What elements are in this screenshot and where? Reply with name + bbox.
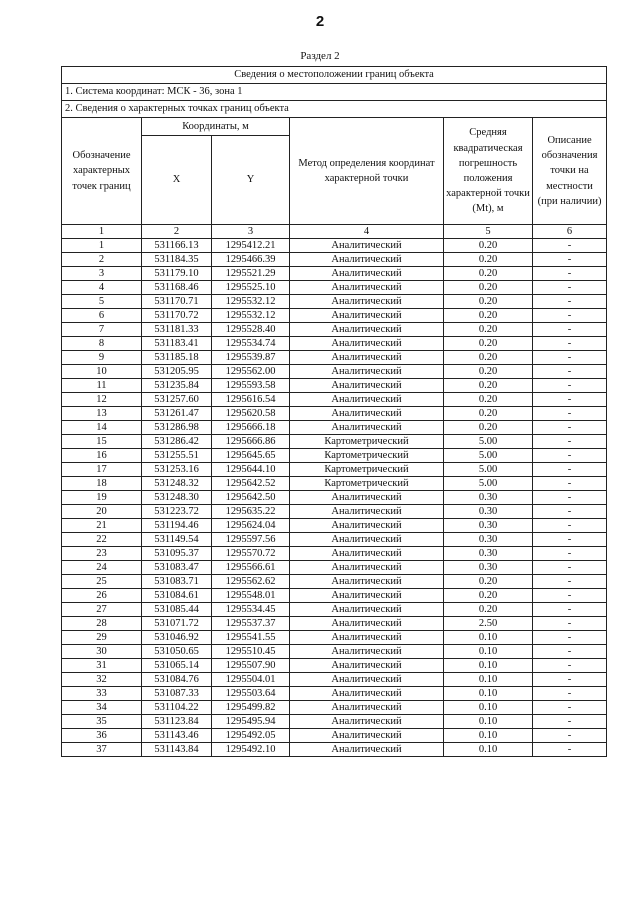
method-cell: Аналитический — [290, 673, 444, 687]
method-cell: Аналитический — [290, 421, 444, 435]
section-title: Раздел 2 — [300, 50, 340, 62]
coord-y-cell: 1295528.40 — [212, 323, 290, 337]
coord-x-cell: 531194.46 — [142, 519, 212, 533]
coord-x-cell: 531170.72 — [142, 309, 212, 323]
method-cell: Картометрический — [290, 435, 444, 449]
header-error: Средняя квадратическая погрешность положения характерной точки (Mt), м — [444, 118, 533, 225]
error-mt-cell: 0.20 — [444, 253, 533, 267]
description-cell: - — [533, 491, 607, 505]
point-number-cell: 21 — [62, 519, 142, 533]
coord-y-cell: 1295562.00 — [212, 365, 290, 379]
point-number-cell: 17 — [62, 463, 142, 477]
description-cell: - — [533, 561, 607, 575]
error-mt-cell: 0.20 — [444, 281, 533, 295]
header-coordinates: Координаты, м — [142, 118, 290, 136]
method-cell: Аналитический — [290, 365, 444, 379]
table-row — [62, 393, 607, 407]
method-cell: Аналитический — [290, 603, 444, 617]
coord-x-cell: 531104.22 — [142, 701, 212, 715]
coord-y-cell: 1295499.82 — [212, 701, 290, 715]
coord-x-cell: 531286.42 — [142, 435, 212, 449]
table-body — [62, 239, 607, 757]
point-number-cell: 32 — [62, 673, 142, 687]
coord-y-cell: 1295534.74 — [212, 337, 290, 351]
method-cell: Аналитический — [290, 687, 444, 701]
table-row — [62, 323, 607, 337]
column-number: 3 — [212, 225, 290, 239]
column-number: 4 — [290, 225, 444, 239]
table-row — [62, 379, 607, 393]
error-mt-cell: 0.20 — [444, 239, 533, 253]
description-cell: - — [533, 393, 607, 407]
description-cell: - — [533, 421, 607, 435]
description-cell: - — [533, 477, 607, 491]
coord-y-cell: 1295624.04 — [212, 519, 290, 533]
description-cell: - — [533, 323, 607, 337]
method-cell: Аналитический — [290, 547, 444, 561]
point-number-cell: 30 — [62, 645, 142, 659]
method-cell: Аналитический — [290, 295, 444, 309]
method-cell: Аналитический — [290, 617, 444, 631]
method-cell: Аналитический — [290, 323, 444, 337]
description-cell: - — [533, 295, 607, 309]
coord-x-cell: 531235.84 — [142, 379, 212, 393]
coord-y-cell: 1295620.58 — [212, 407, 290, 421]
coord-y-cell: 1295645.65 — [212, 449, 290, 463]
header-x: X — [142, 136, 212, 225]
coord-x-cell: 531071.72 — [142, 617, 212, 631]
description-cell: - — [533, 505, 607, 519]
coord-y-cell: 1295541.55 — [212, 631, 290, 645]
description-cell: - — [533, 631, 607, 645]
coord-x-cell: 531166.13 — [142, 239, 212, 253]
method-cell: Аналитический — [290, 407, 444, 421]
point-number-cell: 27 — [62, 603, 142, 617]
method-cell: Картометрический — [290, 449, 444, 463]
column-number: 6 — [533, 225, 607, 239]
method-cell: Аналитический — [290, 253, 444, 267]
coord-y-cell: 1295537.37 — [212, 617, 290, 631]
coord-y-cell: 1295548.01 — [212, 589, 290, 603]
error-mt-cell: 0.30 — [444, 561, 533, 575]
point-number-cell: 20 — [62, 505, 142, 519]
error-mt-cell: 0.30 — [444, 533, 533, 547]
table-row — [62, 533, 607, 547]
point-number-cell: 11 — [62, 379, 142, 393]
table-row — [62, 575, 607, 589]
description-cell: - — [533, 673, 607, 687]
table-row — [62, 477, 607, 491]
description-cell: - — [533, 253, 607, 267]
method-cell: Аналитический — [290, 309, 444, 323]
coord-x-cell: 531084.76 — [142, 673, 212, 687]
error-mt-cell: 0.20 — [444, 351, 533, 365]
description-cell: - — [533, 463, 607, 477]
error-mt-cell: 0.20 — [444, 323, 533, 337]
error-mt-cell: 5.00 — [444, 435, 533, 449]
table-row — [62, 239, 607, 253]
table-row — [62, 519, 607, 533]
method-cell: Аналитический — [290, 659, 444, 673]
coord-y-cell: 1295616.54 — [212, 393, 290, 407]
coord-x-cell: 531257.60 — [142, 393, 212, 407]
error-mt-cell: 0.20 — [444, 309, 533, 323]
coord-x-cell: 531084.61 — [142, 589, 212, 603]
error-mt-cell: 0.10 — [444, 645, 533, 659]
coord-x-cell: 531143.84 — [142, 743, 212, 757]
method-cell: Аналитический — [290, 267, 444, 281]
table-row — [62, 351, 607, 365]
method-cell: Аналитический — [290, 589, 444, 603]
coord-y-cell: 1295562.62 — [212, 575, 290, 589]
coord-x-cell: 531248.32 — [142, 477, 212, 491]
coord-y-cell: 1295642.50 — [212, 491, 290, 505]
coord-x-cell: 531179.10 — [142, 267, 212, 281]
coord-y-cell: 1295635.22 — [212, 505, 290, 519]
error-mt-cell: 0.30 — [444, 547, 533, 561]
method-cell: Аналитический — [290, 379, 444, 393]
error-mt-cell: 0.20 — [444, 267, 533, 281]
table-row — [62, 687, 607, 701]
coord-x-cell: 531143.46 — [142, 729, 212, 743]
table-row — [62, 253, 607, 267]
coord-y-cell: 1295495.94 — [212, 715, 290, 729]
description-cell: - — [533, 365, 607, 379]
coord-x-cell: 531255.51 — [142, 449, 212, 463]
column-number: 1 — [62, 225, 142, 239]
method-cell: Аналитический — [290, 281, 444, 295]
point-number-cell: 6 — [62, 309, 142, 323]
point-number-cell: 4 — [62, 281, 142, 295]
coord-y-cell: 1295534.45 — [212, 603, 290, 617]
point-number-cell: 7 — [62, 323, 142, 337]
error-mt-cell: 0.30 — [444, 505, 533, 519]
coord-y-cell: 1295644.10 — [212, 463, 290, 477]
error-mt-cell: 0.10 — [444, 729, 533, 743]
coord-y-cell: 1295597.56 — [212, 533, 290, 547]
description-cell: - — [533, 533, 607, 547]
column-number: 2 — [142, 225, 212, 239]
coord-x-cell: 531168.46 — [142, 281, 212, 295]
coord-x-cell: 531046.92 — [142, 631, 212, 645]
points-section-title: 2. Сведения о характерных точках границ объекта — [62, 101, 607, 118]
point-number-cell: 5 — [62, 295, 142, 309]
table-row — [62, 421, 607, 435]
coord-x-cell: 531085.44 — [142, 603, 212, 617]
method-cell: Картометрический — [290, 463, 444, 477]
coord-x-cell: 531261.47 — [142, 407, 212, 421]
method-cell: Картометрический — [290, 477, 444, 491]
point-number-cell: 22 — [62, 533, 142, 547]
table-row — [62, 281, 607, 295]
error-mt-cell: 2.50 — [444, 617, 533, 631]
coord-y-cell: 1295525.10 — [212, 281, 290, 295]
error-mt-cell: 0.10 — [444, 631, 533, 645]
coord-y-cell: 1295566.61 — [212, 561, 290, 575]
coord-y-cell: 1295532.12 — [212, 309, 290, 323]
coord-y-cell: 1295666.86 — [212, 435, 290, 449]
table-row — [62, 267, 607, 281]
table-row — [62, 365, 607, 379]
header-description: Описание обозначения точки на местности (при наличии) — [533, 118, 607, 225]
error-mt-cell: 0.10 — [444, 673, 533, 687]
point-number-cell: 2 — [62, 253, 142, 267]
header-y: Y — [212, 136, 290, 225]
coord-x-cell: 531050.65 — [142, 645, 212, 659]
error-mt-cell: 5.00 — [444, 477, 533, 491]
error-mt-cell: 0.30 — [444, 491, 533, 505]
table-title: Сведения о местоположении границ объекта — [62, 67, 607, 84]
error-mt-cell: 0.10 — [444, 659, 533, 673]
coord-x-cell: 531183.41 — [142, 337, 212, 351]
description-cell: - — [533, 589, 607, 603]
table-row — [62, 435, 607, 449]
point-number-cell: 35 — [62, 715, 142, 729]
coord-y-cell: 1295593.58 — [212, 379, 290, 393]
error-mt-cell: 0.20 — [444, 379, 533, 393]
error-mt-cell: 0.30 — [444, 519, 533, 533]
description-cell: - — [533, 687, 607, 701]
coord-x-cell: 531185.18 — [142, 351, 212, 365]
error-mt-cell: 0.10 — [444, 743, 533, 757]
point-number-cell: 25 — [62, 575, 142, 589]
error-mt-cell: 5.00 — [444, 449, 533, 463]
point-number-cell: 12 — [62, 393, 142, 407]
coord-x-cell: 531184.35 — [142, 253, 212, 267]
coord-y-cell: 1295521.29 — [212, 267, 290, 281]
error-mt-cell: 0.20 — [444, 589, 533, 603]
method-cell: Аналитический — [290, 491, 444, 505]
error-mt-cell: 0.20 — [444, 337, 533, 351]
header-designation: Обозначение характерных точек границ — [62, 118, 142, 225]
method-cell: Аналитический — [290, 645, 444, 659]
description-cell: - — [533, 351, 607, 365]
method-cell: Аналитический — [290, 575, 444, 589]
point-number-cell: 13 — [62, 407, 142, 421]
coord-y-cell: 1295510.45 — [212, 645, 290, 659]
description-cell: - — [533, 659, 607, 673]
boundary-points-table — [61, 66, 607, 757]
error-mt-cell: 0.20 — [444, 393, 533, 407]
point-number-cell: 3 — [62, 267, 142, 281]
coord-y-cell: 1295642.52 — [212, 477, 290, 491]
description-cell: - — [533, 449, 607, 463]
coord-x-cell: 531087.33 — [142, 687, 212, 701]
column-numbers-row — [62, 225, 607, 239]
coord-y-cell: 1295466.39 — [212, 253, 290, 267]
point-number-cell: 10 — [62, 365, 142, 379]
description-cell: - — [533, 715, 607, 729]
table-row — [62, 337, 607, 351]
coord-x-cell: 531223.72 — [142, 505, 212, 519]
coord-y-cell: 1295492.05 — [212, 729, 290, 743]
description-cell: - — [533, 379, 607, 393]
coord-x-cell: 531248.30 — [142, 491, 212, 505]
coord-y-cell: 1295504.01 — [212, 673, 290, 687]
point-number-cell: 28 — [62, 617, 142, 631]
coord-x-cell: 531065.14 — [142, 659, 212, 673]
method-cell: Аналитический — [290, 351, 444, 365]
coord-y-cell: 1295570.72 — [212, 547, 290, 561]
method-cell: Аналитический — [290, 519, 444, 533]
point-number-cell: 16 — [62, 449, 142, 463]
coord-y-cell: 1295539.87 — [212, 351, 290, 365]
description-cell: - — [533, 309, 607, 323]
point-number-cell: 15 — [62, 435, 142, 449]
table-row — [62, 631, 607, 645]
coord-x-cell: 531083.47 — [142, 561, 212, 575]
table-row — [62, 491, 607, 505]
coord-x-cell: 531205.95 — [142, 365, 212, 379]
error-mt-cell: 0.10 — [444, 687, 533, 701]
method-cell: Аналитический — [290, 533, 444, 547]
error-mt-cell: 5.00 — [444, 463, 533, 477]
point-number-cell: 37 — [62, 743, 142, 757]
table-row — [62, 729, 607, 743]
description-cell: - — [533, 701, 607, 715]
point-number-cell: 24 — [62, 561, 142, 575]
description-cell: - — [533, 267, 607, 281]
point-number-cell: 18 — [62, 477, 142, 491]
point-number-cell: 8 — [62, 337, 142, 351]
error-mt-cell: 0.20 — [444, 575, 533, 589]
point-number-cell: 36 — [62, 729, 142, 743]
description-cell: - — [533, 519, 607, 533]
method-cell: Аналитический — [290, 715, 444, 729]
point-number-cell: 29 — [62, 631, 142, 645]
point-number-cell: 23 — [62, 547, 142, 561]
coord-x-cell: 531286.98 — [142, 421, 212, 435]
error-mt-cell: 0.10 — [444, 715, 533, 729]
method-cell: Аналитический — [290, 701, 444, 715]
coord-y-cell: 1295507.90 — [212, 659, 290, 673]
point-number-cell: 19 — [62, 491, 142, 505]
method-cell: Аналитический — [290, 631, 444, 645]
point-number-cell: 31 — [62, 659, 142, 673]
point-number-cell: 26 — [62, 589, 142, 603]
page-number: 2 — [315, 13, 325, 30]
method-cell: Аналитический — [290, 729, 444, 743]
description-cell: - — [533, 645, 607, 659]
table-row — [62, 645, 607, 659]
description-cell: - — [533, 729, 607, 743]
table-row — [62, 295, 607, 309]
coord-y-cell: 1295532.12 — [212, 295, 290, 309]
point-number-cell: 1 — [62, 239, 142, 253]
table-row — [62, 505, 607, 519]
point-number-cell: 33 — [62, 687, 142, 701]
table-row — [62, 659, 607, 673]
table-row — [62, 715, 607, 729]
table-row — [62, 617, 607, 631]
error-mt-cell: 0.10 — [444, 701, 533, 715]
coord-x-cell: 531181.33 — [142, 323, 212, 337]
coord-x-cell: 531149.54 — [142, 533, 212, 547]
coordinate-system: 1. Система координат: МСК - 36, зона 1 — [62, 84, 607, 101]
table-row — [62, 701, 607, 715]
method-cell: Аналитический — [290, 239, 444, 253]
method-cell: Аналитический — [290, 393, 444, 407]
error-mt-cell: 0.20 — [444, 365, 533, 379]
table-row — [62, 589, 607, 603]
table-row — [62, 309, 607, 323]
table-row — [62, 673, 607, 687]
table-row — [62, 547, 607, 561]
coord-x-cell: 531095.37 — [142, 547, 212, 561]
description-cell: - — [533, 575, 607, 589]
description-cell: - — [533, 617, 607, 631]
description-cell: - — [533, 435, 607, 449]
coord-y-cell: 1295412.21 — [212, 239, 290, 253]
coord-x-cell: 531170.71 — [142, 295, 212, 309]
point-number-cell: 34 — [62, 701, 142, 715]
table-row — [62, 449, 607, 463]
table-row — [62, 407, 607, 421]
error-mt-cell: 0.20 — [444, 421, 533, 435]
method-cell: Аналитический — [290, 505, 444, 519]
point-number-cell: 14 — [62, 421, 142, 435]
description-cell: - — [533, 603, 607, 617]
table-row — [62, 603, 607, 617]
coord-x-cell: 531123.84 — [142, 715, 212, 729]
method-cell: Аналитический — [290, 743, 444, 757]
coord-x-cell: 531083.71 — [142, 575, 212, 589]
column-number: 5 — [444, 225, 533, 239]
table-row — [62, 743, 607, 757]
description-cell: - — [533, 407, 607, 421]
error-mt-cell: 0.20 — [444, 295, 533, 309]
point-number-cell: 9 — [62, 351, 142, 365]
description-cell: - — [533, 743, 607, 757]
coord-y-cell: 1295666.18 — [212, 421, 290, 435]
coord-x-cell: 531253.16 — [142, 463, 212, 477]
table-row — [62, 561, 607, 575]
table-row — [62, 463, 607, 477]
description-cell: - — [533, 337, 607, 351]
coord-y-cell: 1295492.10 — [212, 743, 290, 757]
method-cell: Аналитический — [290, 561, 444, 575]
coord-y-cell: 1295503.64 — [212, 687, 290, 701]
method-cell: Аналитический — [290, 337, 444, 351]
header-method: Метод определения координат характерной точки — [290, 118, 444, 225]
description-cell: - — [533, 547, 607, 561]
error-mt-cell: 0.20 — [444, 407, 533, 421]
error-mt-cell: 0.20 — [444, 603, 533, 617]
description-cell: - — [533, 239, 607, 253]
description-cell: - — [533, 281, 607, 295]
